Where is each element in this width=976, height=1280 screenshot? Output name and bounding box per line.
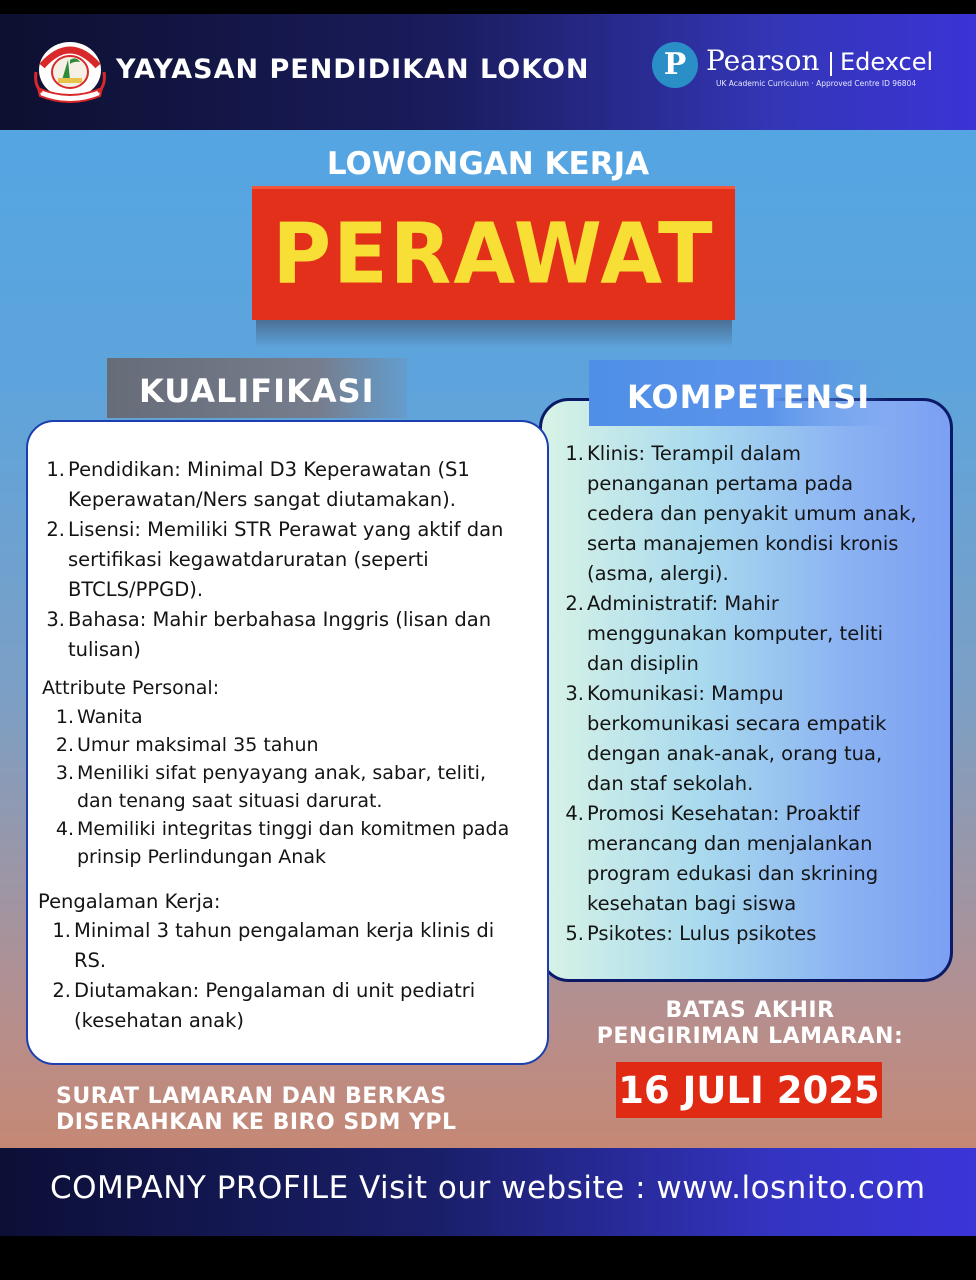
list-item-text: merancang dan menjalankan [587, 832, 873, 855]
list-item-text: berkomunikasi secara empatik [587, 712, 887, 735]
list-item-number [563, 619, 584, 649]
list-item-line [44, 515, 544, 545]
footer-bar [0, 1148, 976, 1236]
list-item-line [44, 545, 544, 575]
list-item-text: dan disiplin [587, 652, 699, 675]
list-item-number: 1. [55, 706, 74, 728]
list-item-line [54, 843, 544, 871]
list-item-number [50, 1006, 71, 1036]
list-item-line [54, 815, 544, 843]
list-item-line [44, 575, 544, 605]
list-item-line [563, 889, 948, 919]
submission-line-2: DISERAHKAN KE BIRO SDM YPL [56, 1110, 457, 1135]
list-item-text: Komunikasi: Mampu [587, 682, 784, 705]
list-item-number: 2. [52, 979, 71, 1002]
list-item-text: Diutamakan: Pengalaman di unit pediatri [74, 979, 476, 1002]
list-item-number [563, 469, 584, 499]
list-item-text: serta manajemen kondisi kronis [587, 532, 899, 555]
list-item-line [50, 1006, 540, 1036]
list-item-number: 3. [55, 762, 74, 784]
list-item-text: Umur maksimal 35 tahun [77, 734, 319, 756]
list-item-number: 4. [565, 802, 584, 825]
list-item-text: dan staf sekolah. [587, 772, 754, 795]
pearson-divider [830, 52, 832, 76]
edexcel-name: Edexcel [840, 48, 934, 76]
list-item-number [44, 575, 65, 605]
list-item-number: 3. [46, 608, 65, 631]
position-banner [252, 186, 735, 320]
list-item-number: 1. [52, 919, 71, 942]
list-item-number: 5. [565, 922, 584, 945]
experience-list [50, 916, 540, 1036]
list-item-number: 3. [565, 682, 584, 705]
company-profile-link[interactable]: COMPANY PROFILE Visit our website : www.losnito.com [50, 1170, 926, 1206]
list-item-text: Minimal 3 tahun pengalaman kerja klinis di [74, 919, 495, 942]
list-item-number: 4. [55, 818, 74, 840]
list-item-line [563, 799, 948, 829]
list-item-number [54, 843, 74, 871]
list-item-number [563, 829, 584, 859]
list-item-text: Administratif: Mahir [587, 592, 779, 615]
deadline-label-line-1: BATAS AKHIR [665, 998, 835, 1023]
list-item-number [563, 769, 584, 799]
list-item-text: Keperawatan/Ners sangat diutamakan). [68, 488, 456, 511]
list-item-line [563, 709, 948, 739]
lokon-logo-icon [32, 36, 108, 108]
list-item-number: 2. [46, 518, 65, 541]
personal-list [54, 703, 544, 871]
kualifikasi-heading: KUALIFIKASI [139, 372, 375, 410]
kualifikasi-tab [107, 358, 407, 418]
list-item-line [54, 731, 544, 759]
personal-heading: Attribute Personal: [42, 677, 220, 699]
list-item-text: cedera dan penyakit umum anak, [587, 502, 917, 525]
job-kicker: LOWONGAN KERJA [326, 146, 650, 182]
list-item-number [563, 529, 584, 559]
list-item-text: dengan anak-anak, orang tua, [587, 742, 883, 765]
list-item-number [563, 889, 584, 919]
kompetensi-list [563, 439, 948, 949]
list-item-line [563, 589, 948, 619]
list-item-text: program edukasi dan skrining [587, 862, 879, 885]
list-item-number [44, 485, 65, 515]
list-item-line [563, 739, 948, 769]
submission-line-1: SURAT LAMARAN DAN BERKAS [56, 1084, 447, 1109]
list-item-line [44, 485, 544, 515]
list-item-text: Memiliki integritas tinggi dan komitmen pada [77, 818, 510, 840]
list-item-line [563, 619, 948, 649]
list-item-line [54, 703, 544, 731]
organization-name: YAYASAN PENDIDIKAN LOKON [116, 54, 590, 85]
list-item-line [54, 787, 544, 815]
position-title: PERAWAT [272, 204, 715, 303]
deadline-label-line-2: PENGIRIMAN LAMARAN: [596, 1024, 904, 1049]
list-item-line [563, 769, 948, 799]
list-item-text: (kesehatan anak) [74, 1009, 244, 1032]
list-item-line [44, 605, 544, 635]
list-item-line [563, 919, 948, 949]
pearson-logo-icon: P [652, 42, 698, 88]
list-item-text: menggunakan komputer, teliti [587, 622, 884, 645]
title-shadow [256, 318, 732, 348]
list-item-line [44, 455, 544, 485]
list-item-number [44, 635, 65, 665]
list-item-line [563, 499, 948, 529]
list-item-line [563, 529, 948, 559]
list-item-line [50, 916, 540, 946]
kompetensi-heading: KOMPETENSI [627, 378, 871, 416]
list-item-text: Wanita [77, 706, 143, 728]
list-item-number [44, 545, 65, 575]
list-item-line [563, 859, 948, 889]
header-bar [0, 14, 976, 130]
list-item-number: 2. [565, 592, 584, 615]
list-item-text: Psikotes: Lulus psikotes [587, 922, 817, 945]
experience-heading: Pengalaman Kerja: [38, 890, 221, 913]
list-item-number [563, 649, 584, 679]
list-item-line [563, 469, 948, 499]
list-item-text: Lisensi: Memiliki STR Perawat yang aktif dan [68, 518, 504, 541]
list-item-number [54, 787, 74, 815]
list-item-number [563, 499, 584, 529]
deadline-label [570, 998, 930, 1050]
list-item-line [50, 976, 540, 1006]
list-item-number: 2. [55, 734, 74, 756]
list-item-line [563, 829, 948, 859]
deadline-badge [616, 1062, 882, 1118]
list-item-text: Klinis: Terampil dalam [587, 442, 801, 465]
list-item-line [563, 679, 948, 709]
list-item-text: BTCLS/PPGD). [68, 578, 204, 601]
list-item-line [563, 649, 948, 679]
top-border [0, 0, 976, 14]
list-item-text: Bahasa: Mahir berbahasa Inggris (lisan dan [68, 608, 492, 631]
list-item-number: 1. [46, 458, 65, 481]
list-item-number [50, 946, 71, 976]
list-item-number [563, 709, 584, 739]
list-item-text: (asma, alergi). [587, 562, 729, 585]
list-item-text: RS. [74, 949, 107, 972]
list-item-line [563, 559, 948, 589]
list-item-line [563, 439, 948, 469]
list-item-line [54, 759, 544, 787]
deadline-date: 16 JULI 2025 [618, 1069, 880, 1112]
list-item-text: penanganan pertama pada [587, 472, 854, 495]
pearson-subtitle: UK Academic Curriculum · Approved Centre ID 96804 [716, 79, 917, 88]
list-item-text: sertifikasi kegawatdaruratan (seperti [68, 548, 429, 571]
bottom-border [0, 1236, 976, 1280]
list-item-line [44, 635, 544, 665]
submission-note [56, 1084, 457, 1136]
list-item-text: kesehatan bagi siswa [587, 892, 797, 915]
list-item-line [50, 946, 540, 976]
list-item-number: 1. [565, 442, 584, 465]
list-item-text: Meniliki sifat penyayang anak, sabar, teliti, [77, 762, 487, 784]
list-item-text: Promosi Kesehatan: Proaktif [587, 802, 860, 825]
list-item-text: prinsip Perlindungan Anak [77, 846, 326, 868]
pearson-name: Pearson [706, 44, 820, 77]
list-item-text: Pendidikan: Minimal D3 Keperawatan (S1 [68, 458, 470, 481]
kualifikasi-list [44, 455, 544, 665]
list-item-text: dan tenang saat situasi darurat. [77, 790, 383, 812]
list-item-number [563, 739, 584, 769]
list-item-text: tulisan) [68, 638, 141, 661]
list-item-number [563, 859, 584, 889]
kompetensi-tab [589, 360, 889, 426]
list-item-number [563, 559, 584, 589]
